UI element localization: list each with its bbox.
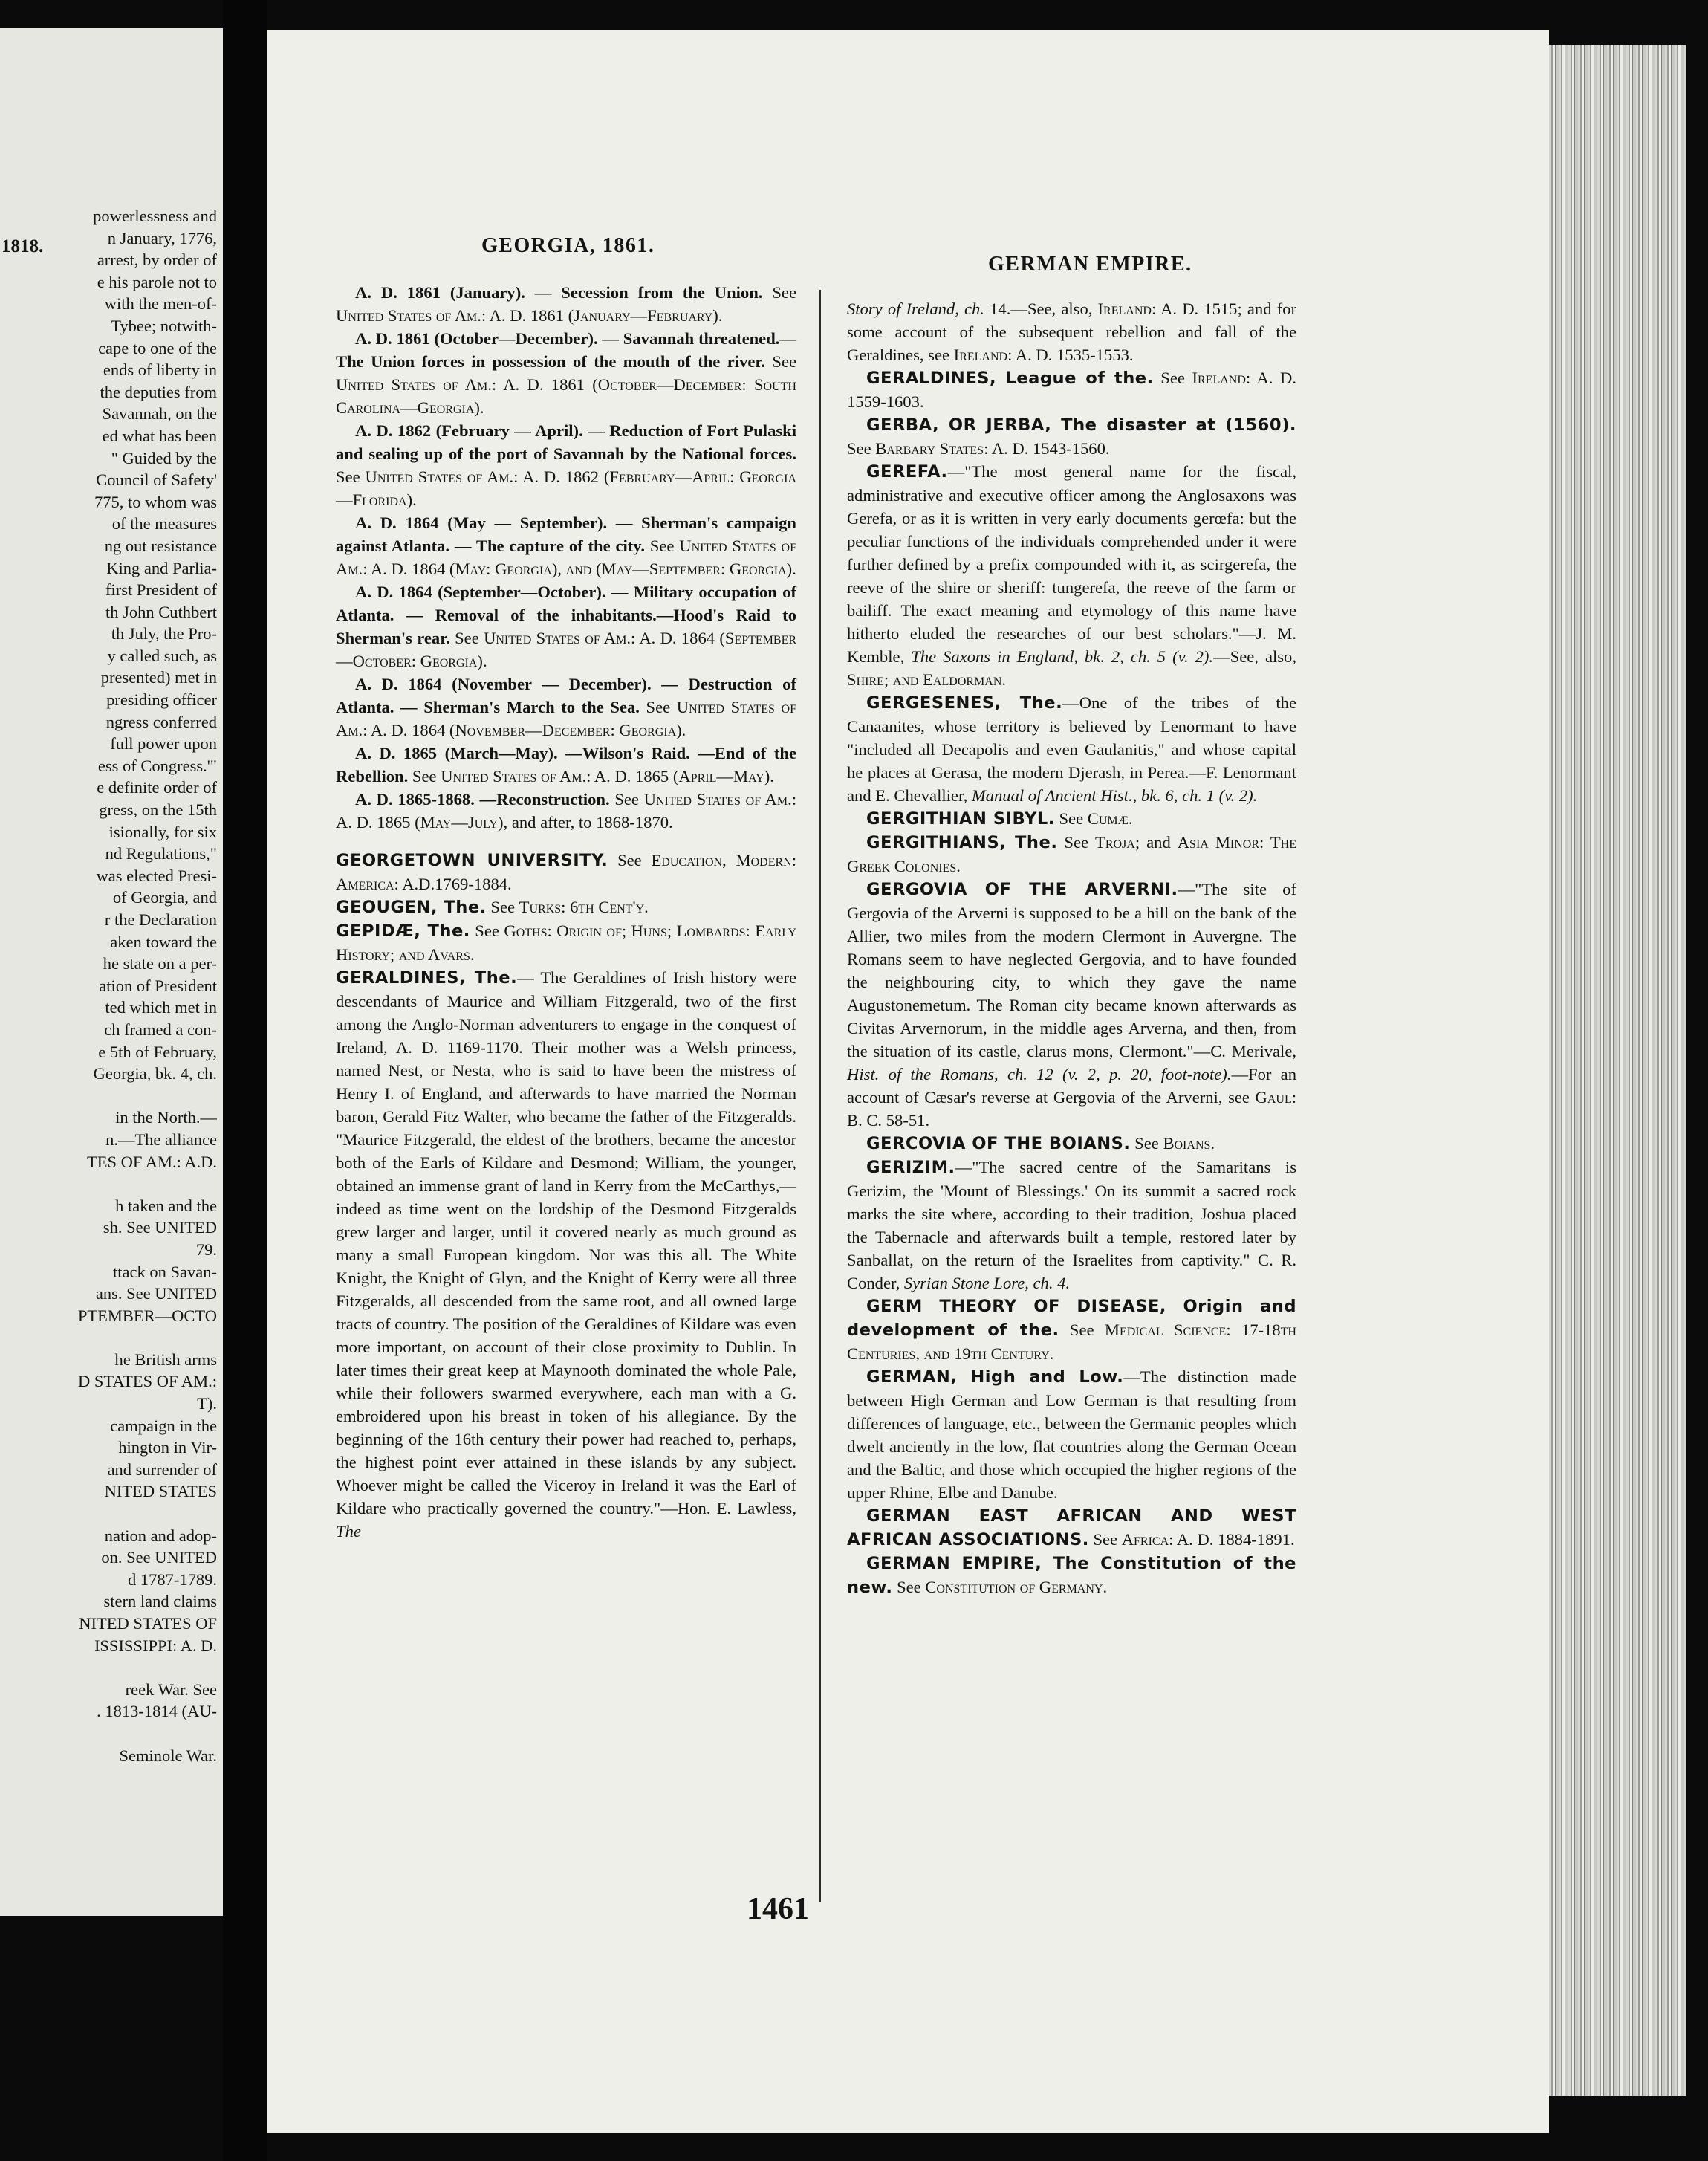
left-page-line: ch framed a con- [104,1020,217,1039]
see-label: See [1130,1134,1163,1153]
entry [336,849,796,895]
see-label: See [1057,833,1096,852]
right-column [847,297,1296,1599]
entry [336,673,796,742]
left-page-line: ted which met in [105,998,217,1017]
see-label: See [1153,369,1192,387]
cross-reference: United States of Am.: A. D. 1865 (May—July), [336,790,796,832]
see-label: See [1088,1530,1122,1549]
left-page-line: NITED STATES OF [79,1614,217,1633]
left-page-line: " Guided by the [111,448,217,467]
cross-reference: Africa: A. D. 1884-1891. [1121,1530,1295,1549]
left-page-line: PTEMBER—OCTO [77,1306,217,1325]
entry [847,1132,1296,1156]
left-page-line: gress, on the 15th [99,800,217,820]
left-page-line: ng out resistance [104,536,217,555]
entry-text: —"The sacred centre of the Samaritans is Gerizim, the 'Mount of Blessings.' On its summit a sacred rock marks the site where, according to their tradition, Joshua placed the Tabernacle and afterwards built a temple, restored later by Sanballat, on the return of the Israelites from captivity." C. R. Conder, [847,1158,1296,1292]
left-page-line: he state on a per- [103,954,217,973]
citation: Syrian Stone Lore, ch. 4. [903,1274,1071,1292]
left-page-line: T). [197,1394,217,1413]
entry-heading: GERGITHIANS, The. [866,833,1058,852]
column-rule [819,290,821,1902]
entry-text: and [1140,833,1178,852]
see-label: See [486,898,519,916]
entry-text: —The distinction made between High German and Low German is that resulting from differences of language, etc., between the Germanic peoples which dwelt anciently in the low, flat countries along the German Ocean and the Baltic, and those which occupied the higher regions of the upper Rhine, Elbe and Danube. [847,1367,1297,1502]
left-page-line: e his parole not to [97,272,217,291]
left-page-line: ttack on Savan- [113,1262,217,1281]
cross-reference: Boians. [1163,1134,1215,1153]
entry-heading: GERGITHIAN SIBYL. [866,809,1055,829]
entry [336,419,796,511]
cross-reference: United States of Am.: A. D. 1865 (April—May). [441,767,774,785]
entry [847,366,1296,413]
see-label: See [892,1578,926,1596]
left-page-line: he British arms [114,1350,217,1369]
left-page-line: of the measures [111,514,217,534]
entry-heading: GEREFA. [866,462,948,482]
see-label: See [645,537,680,555]
entry-text: and after, to 1868-1870. [507,813,673,832]
left-page-line: TES OF AM.: A.D. [86,1152,217,1171]
left-page-line: arrest, by order of [97,250,217,270]
entry-text: —For an account of Cæsar's reverse at Gergovia of the Arverni, see [847,1065,1296,1107]
entry [847,1365,1296,1504]
left-page-line: r the Declaration [104,910,217,929]
entry [336,281,796,327]
left-page-line: th July, the Pro- [111,624,217,644]
left-page-line: with the men-of- [104,294,217,314]
left-page-line: Georgia, bk. 4, ch. [93,1064,217,1083]
cross-reference: Ireland: A. D. 1535-1553. [953,346,1134,364]
left-page-line: King and Parlia- [106,558,217,577]
left-page-line: ed what has been [102,426,217,445]
left-page-year: 1818. [1,236,44,256]
left-page-line: first President of [105,580,217,600]
left-page-line: e definite order of [97,778,217,797]
left-page-line: y called such, as [107,646,217,665]
entry-heading: GERMAN EMPIRE, The Constitution of the new. [847,1554,1296,1597]
left-page-line: powerlessness and [93,207,217,225]
left-page-line [0,1326,217,1349]
left-page-line: stern land claims [103,1592,217,1611]
cross-reference: Barbary States: A. D. 1543-1560. [875,439,1110,458]
entry [336,788,796,834]
left-page-line: d 1787-1789. [128,1569,217,1589]
left-page-line: th John Cuthbert [105,602,217,621]
entry-text: and for some account of the subsequent rebellion and fall of the Geraldines, see [847,299,1296,364]
entry-heading: GERALDINES, League of the. [866,369,1154,388]
entry [336,919,796,966]
cross-reference: United States of Am.: A. D. 1864 (November—December: Georgia). [336,698,797,739]
see-label: See [1054,809,1088,828]
entry-heading: GERGOVIA OF THE ARVERNI. [866,880,1178,899]
left-page-line: on. See UNITED [101,1548,217,1567]
running-head-left: GEORGIA, 1861. [481,234,655,257]
left-page-line: 775, to whom was [94,492,217,511]
see-label: See [1059,1321,1105,1339]
left-page-line: nation and adop- [104,1526,217,1545]
entry-heading: GEOUGEN, The. [336,898,487,917]
entry [336,327,796,419]
entry-heading: A. D. 1865-1868. —Reconstruction. [355,790,610,809]
see-label: See [449,629,484,647]
cross-reference: Troja; [1095,833,1140,852]
entry-heading: GERM THEORY OF DISEASE, Origin and development of the. [847,1297,1296,1340]
see-label: See [336,467,366,486]
left-page-line: ends of liberty in [103,360,217,380]
see-label: See [609,790,644,809]
left-page-line: . 1813-1814 (AU- [97,1702,217,1721]
entry [336,966,796,1543]
entry-heading: GERGESENES, The. [866,693,1063,713]
left-page-line: Council of Safety' [96,470,217,490]
see-label: See [639,698,677,716]
cross-reference: Ireland: A. D. 1515; [1097,299,1242,318]
left-page-line: 79. [195,1240,217,1259]
entry-heading: GERALDINES, The. [336,968,518,988]
entry-text: —"The site of Gergovia of the Arverni is supposed to be a hill on the bank of the Allier, two miles from the modern Clermont in Auvergne. The Romans seem to have neglected Gergovia, and to have founded the neighbouring city, to which they gave the name Augustonemetum. The Roman city became known afterwards as Civitas Arvernorum, in the middle ages Arverna, and then, from the situation of its castle, clarus mons, Clermont."—C. Merivale, [847,880,1296,1060]
see-label: See [408,767,441,785]
left-page-line: hington in Vir- [118,1438,217,1457]
entry [847,807,1296,831]
left-page-line: n.—The alliance [105,1130,217,1149]
entry-heading: GERBA, OR JERBA, The disaster at (1560). [866,415,1296,435]
page-edges [1549,45,1686,2096]
left-page-line [0,1173,217,1195]
citation: Story of Ireland, ch. [847,299,984,318]
left-page-line: Savannah, on the [102,404,217,424]
cross-reference: Goths: Origin of; Huns; Lombards: Early History; and Avars. [336,921,796,964]
left-page-line: ess of Congress.'" [97,756,217,775]
left-page-line: cape to one of the [98,338,217,357]
entry-heading: A. D. 1865 (March—May). —Wilson's Raid. —End of the Rebellion. [336,744,796,785]
left-page-line: ISSISSIPPI: A. D. [94,1636,217,1655]
entry-heading: A. D. 1864 (September—October). — Military occupation of Atlanta. — Removal of the inhabitants.—Hood's Raid to Sherman's rear. [336,583,796,647]
entry-text: —"The most general name for the fiscal, administrative and executive officer among the Anglosaxons was Gerefa, or as it is written in very early documents gerœfa: but the peculiar functions of the individuals comprehended under it were further defined by a prefix compounded with it, as scirgerefa, the reeve of the shire or sheriff: tungerefa, the reeve of the farm or bailiff. The exact meaning and etymology of this name have hitherto eluded the researches of our best scholars."—J. M. Kemble, [847,462,1296,666]
citation: The Saxons in England, bk. 2, ch. 5 (v. 2). [911,647,1214,666]
entry [847,878,1296,1132]
left-page-line: e 5th of February, [98,1042,217,1061]
left-page-line: Tybee; notwith- [111,316,217,335]
entry-text: 14.—See, also, [984,299,1098,318]
entry [847,1504,1296,1552]
entry-heading: A. D. 1864 (November — December). — Destruction of Atlanta. — Sherman's March to the Sea. [336,675,796,716]
left-page-line: D STATES OF AM.: [78,1372,217,1391]
cross-reference: Shire; and Ealdorman. [847,670,1007,689]
cross-reference: Turks: 6th Cent'y. [519,898,649,916]
left-page-line: Seminole War. [119,1746,217,1765]
left-page-line [0,1656,217,1679]
entry [847,1156,1296,1295]
entry-heading: GERIZIM. [866,1158,955,1177]
see-label: See [847,439,876,458]
left-page-line: and surrender of [107,1459,217,1479]
left-page-line [0,1085,217,1107]
left-page-line: sh. See UNITED [103,1218,217,1237]
book-gutter [223,0,267,2161]
entry-heading: GEORGETOWN UNIVERSITY. [336,851,608,870]
see-label: See [764,352,796,371]
left-page-line [0,1503,217,1525]
left-column [336,281,796,1543]
cross-reference: United States of Am.: A. D. 1864 (September—October: Georgia). [336,629,797,670]
entry [847,691,1296,807]
cross-reference: United States of Am.: A. D. 1861 (October—December: South Carolina—Georgia). [336,375,796,417]
see-label: See [470,921,504,940]
left-page-line: campaign in the [110,1416,217,1435]
entry [336,580,796,673]
see-label: See [762,283,796,302]
cross-reference: Ireland: A. D. 1559-1603. [847,369,1296,411]
cross-reference: Gaul: B. C. 58-51. [847,1088,1296,1130]
left-page-line: in the North.— [115,1108,217,1127]
entry [336,511,796,580]
left-page-line: was elected Presi- [96,866,217,885]
left-page-fragment [0,28,223,1916]
entry-text: — The Geraldines of Irish history were descendants of Maurice and William Fitzgerald, two of the first among the Anglo-Norman adventurers to engage in the conquest of Ireland, A. D. 1169-1170. Their mother was a Welsh princess, named Nest, or Nesta, who is said to have been the mistress of Henry I. of England, and afterwards to have married the Norman baron, Gerald Fitz Walter, who became the father of the Fitzgeralds. "Maurice Fitzgerald, the eldest of the brothers, became the ancestor both of the Earls of Kildare and Desmond; William, the younger, obtained an immense grant of land in Kerry from the McCarthys,—indeed as time went on the lordship of the Desmond Fitzgeralds grew larger and larger, until it covered nearly as much ground as many a small European kingdom. Nor was this all. The White Knight, the Knight of Glyn, and the Knight of Kerry were all three Fitzgeralds, all descended from the same root, and all owned large tracts of country. The position of the Geraldines of Kildare was even more important, on account of their close proximity to Dublin. In later times their great keep at Maynooth dominated the whole Pale, while their followers swarmed everywhere, each man with a G. embroidered upon his breast in token of his allegiance. By the beginning of the 16th century their power had reached to, perhaps, the highest point ever attained in these islands by any subject. Whoever might be called the Viceroy in Ireland it was the Earl of Kildare who practically governed the country."—Hon. E. Lawless, [336,968,796,1517]
left-page-line: the deputies from [100,382,217,401]
left-page-line: aken toward the [110,932,217,951]
left-page-line: isionally, for six [108,822,217,841]
left-page-line: h taken and the [115,1196,217,1215]
entry [847,460,1296,691]
left-page-line: NITED STATES [104,1482,217,1501]
entry-text: —One of the tribes of the Canaanites, whose territory is believed by Lenormant to have "included all Decapolis and even Gaulanitis," and whose capital he places at Gerasa, the modern Djerash, in Perea.—F. Lenormant and E. Chevallier, [847,693,1296,805]
citation: The [336,1522,361,1540]
left-page-text [0,205,217,1766]
entry-heading: GERMAN, High and Low. [866,1367,1124,1387]
entry [847,1552,1296,1599]
cross-reference: Asia Minor: The Greek Colonies. [847,833,1297,875]
left-page-line: of Georgia, and [112,888,217,907]
left-page-line: ngress conferred [105,712,217,731]
entry-heading: GEPIDÆ, The. [336,921,470,941]
cross-reference: Medical Science: 17-18th Centuries, and 19th Century. [847,1321,1296,1363]
entry [336,895,796,919]
left-page-line: ans. See UNITED [95,1284,217,1303]
left-page-line: reek War. See [125,1679,217,1699]
entry-heading: A. D. 1862 (February — April). — Reduction of Fort Pulaski and sealing up of the port of Savannah by the National forces. [336,421,796,463]
entry-heading: A. D. 1864 (May — September). — Sherman's campaign against Atlanta. — The capture of the city. [336,513,796,555]
cross-reference: Constitution of Germany. [925,1578,1108,1596]
left-page-line: full power upon [110,734,217,754]
citation: Manual of Ancient Hist., bk. 6, ch. 1 (v. 2). [971,786,1258,805]
citation: Hist. of the Romans, ch. 12 (v. 2, p. 20, foot-note). [847,1065,1232,1083]
left-page-line [0,1723,217,1745]
entry [847,413,1296,460]
cross-reference: United States of Am.: A. D. 1861 (January—February). [336,306,723,325]
entry-heading: A. D. 1861 (January). — Secession from the Union. [355,283,763,302]
page-number: 1461 [747,1892,809,1926]
entry-heading: GERCOVIA OF THE BOIANS. [866,1134,1131,1153]
left-page-line: ation of President [99,976,217,995]
running-head-right: GERMAN EMPIRE. [988,253,1192,276]
entry-text: —See, also, [1213,647,1297,666]
entry [847,831,1296,878]
left-page-line: n January, 1776, [107,228,217,247]
entry [847,1295,1296,1365]
cross-reference: Education, Modern: America: A.D.1769-1884. [336,851,796,893]
left-page-line: nd Regulations," [105,844,217,864]
left-page-line: presiding officer [106,690,217,710]
left-page-line: presented) met in [100,668,217,687]
see-label: See [608,851,652,869]
entry-heading: GERMAN EAST AFRICAN AND WEST AFRICAN ASSOCIATIONS. [847,1506,1296,1549]
cross-reference: Cumæ. [1087,809,1133,828]
entry [336,742,796,788]
entry-heading: A. D. 1861 (October—December). — Savannah threatened.—The Union forces in possession of the mouth of the river. [336,329,796,371]
entry [847,297,1296,366]
cross-reference: United States of Am.: A. D. 1864 (May: Georgia), and (May—September: Georgia). [336,537,796,578]
cross-reference: United States of Am.: A. D. 1862 (February—April: Georgia—Florida). [336,467,796,509]
